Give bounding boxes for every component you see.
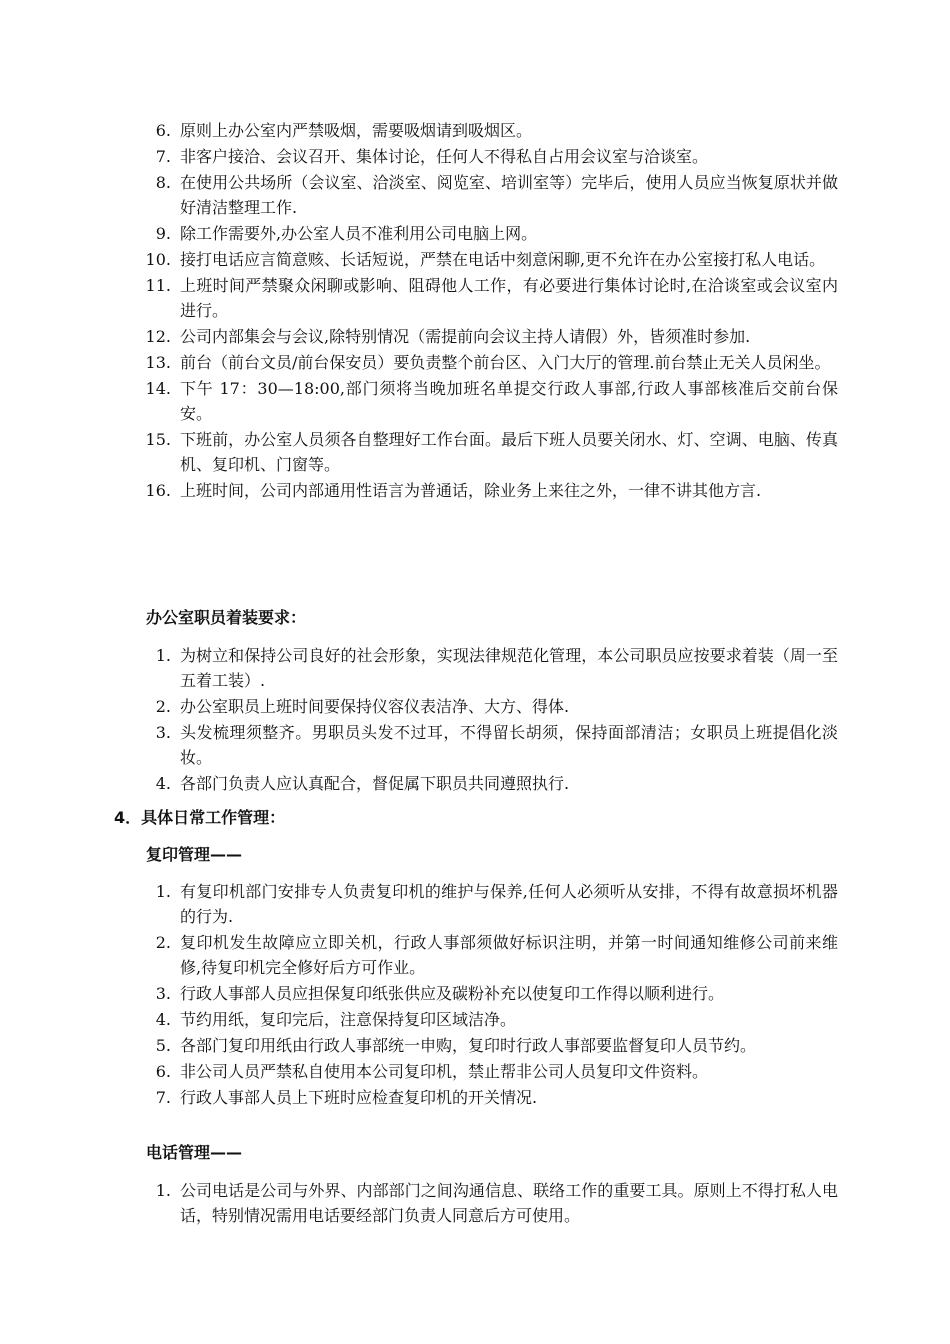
- list-item: [0, 720, 950, 770]
- list-item: [0, 144, 950, 169]
- list-number: 16.: [145, 481, 171, 500]
- list-item: [0, 118, 950, 143]
- list-number: 8.: [155, 173, 171, 192]
- list-number: 2.: [155, 697, 171, 716]
- list-text: 为树立和保持公司良好的社会形象，实现法律规范化管理，本公司职员应按要求着装（周一至五着工装）.: [180, 646, 838, 690]
- list-number: 11.: [145, 276, 171, 295]
- copy-management-heading: 复印管理——: [146, 845, 243, 864]
- dress-code-heading: 办公室职员着装要求：: [146, 608, 307, 627]
- dress-code-list: [0, 643, 950, 797]
- list-text: 上班时间严禁聚众闲聊或影响、阻碍他人工作，有必要进行集体讨论时,在洽谈室或会议室内进行。: [180, 276, 838, 320]
- list-number: 7.: [155, 1088, 171, 1107]
- list-item: [0, 1007, 950, 1032]
- list-text: 行政人事部人员应担保复印纸张供应及碳粉补充以使复印工作得以顺利进行。: [180, 984, 725, 1003]
- list-item: [0, 694, 950, 719]
- list-item: [0, 221, 950, 246]
- list-text: 在使用公共场所（会议室、洽淡室、阅览室、培训室等）完毕后，使用人员应当恢复原状并做好清洁整理工作.: [180, 173, 838, 217]
- list-item: [0, 350, 950, 375]
- list-item: [0, 643, 950, 693]
- list-text: 下班前，办公室人员须各自整理好工作台面。最后下班人员要关闭水、灯、空调、电脑、传真机、复印机、门窗等。: [180, 430, 838, 474]
- list-item: [0, 771, 950, 796]
- list-text: 前台（前台文员/前台保安员）要负责整个前台区、入门大厅的管理.前台禁止无关人员闲坐。: [180, 353, 831, 372]
- list-item: [0, 1085, 950, 1110]
- list-item: [0, 1033, 950, 1058]
- daily-work-heading: 4．具体日常工作管理：: [114, 808, 286, 827]
- list-text: 各部门负责人应认真配合，督促属下职员共同遵照执行.: [180, 774, 570, 793]
- list-number: 6.: [155, 121, 171, 140]
- list-number: 4.: [155, 1010, 171, 1029]
- list-text: 行政人事部人员上下班时应检查复印机的开关情况.: [180, 1088, 538, 1107]
- list-item: [0, 1059, 950, 1084]
- list-number: 1.: [155, 646, 171, 665]
- phone-management-list: [0, 1178, 950, 1229]
- list-item: [0, 170, 950, 220]
- list-number: 10.: [145, 250, 171, 269]
- list-item: [0, 273, 950, 323]
- list-item: [0, 427, 950, 477]
- list-number: 1.: [155, 1181, 171, 1200]
- list-number: 5.: [155, 1036, 171, 1055]
- list-item: [0, 324, 950, 349]
- list-text: 原则上办公室内严禁吸烟，需要吸烟请到吸烟区。: [180, 121, 533, 140]
- list-item: [0, 981, 950, 1006]
- list-number: 14.: [145, 379, 171, 398]
- list-text: 公司电话是公司与外界、内部部门之间沟通信息、联络工作的重要工具。原则上不得打私人电话，特别情况需用电话要经部门负责人同意后方可使用。: [180, 1181, 838, 1225]
- list-number: 13.: [145, 353, 171, 372]
- list-text: 公司内部集会与会议,除特别情况（需提前向会议主持人请假）外，皆须准时参加.: [180, 327, 751, 346]
- list-number: 7.: [155, 147, 171, 166]
- list-text: 非公司人员严禁私自使用本公司复印机，禁止帮非公司人员复印文件资料。: [180, 1062, 709, 1081]
- office-rules-list: [0, 118, 950, 504]
- list-text: 接打电话应言简意赅、长话短说，严禁在电话中刻意闲聊,更不允许在办公室接打私人电话。: [180, 250, 826, 269]
- list-number: 6.: [155, 1062, 171, 1081]
- list-number: 4.: [155, 774, 171, 793]
- list-item: [0, 1178, 950, 1228]
- list-item: [0, 247, 950, 272]
- list-text: 下午 17：30—18:00,部门须将当晚加班名单提交行政人事部,行政人事部核准后交前台保安。: [180, 379, 838, 423]
- list-text: 头发梳理须整齐。男职员头发不过耳，不得留长胡须，保持面部清洁；女职员上班提倡化淡妆。: [180, 723, 838, 767]
- list-text: 节约用纸，复印完后，注意保持复印区域洁净。: [180, 1010, 517, 1029]
- list-number: 9.: [155, 224, 171, 243]
- copy-management-list: [0, 879, 950, 1111]
- list-item: [0, 376, 950, 426]
- list-number: 15.: [145, 430, 171, 449]
- list-text: 办公室职员上班时间要保持仪容仪表洁净、大方、得体.: [180, 697, 570, 716]
- list-text: 除工作需要外,办公室人员不准利用公司电脑上网。: [180, 224, 538, 243]
- list-number: 1.: [155, 882, 171, 901]
- list-number: 3.: [155, 984, 171, 1003]
- list-text: 非客户接洽、会议召开、集体讨论，任何人不得私自占用会议室与洽谈室。: [180, 147, 709, 166]
- list-text: 有复印机部门安排专人负责复印机的维护与保养,任何人必须听从安排，不得有故意损坏机器的行为.: [180, 882, 838, 926]
- list-number: 3.: [155, 723, 171, 742]
- list-text: 上班时间，公司内部通用性语言为普通话，除业务上来往之外，一律不讲其他方言.: [180, 481, 762, 500]
- list-item: [0, 478, 950, 503]
- list-text: 各部门复印用纸由行政人事部统一申购，复印时行政人事部要监督复印人员节约。: [180, 1036, 757, 1055]
- list-text: 复印机发生故障应立即关机，行政人事部须做好标识注明，并第一时间通知维修公司前来维修,待复印机完全修好后方可作业。: [180, 933, 838, 977]
- list-number: 2.: [155, 933, 171, 952]
- list-item: [0, 879, 950, 929]
- list-number: 12.: [145, 327, 171, 346]
- phone-management-heading: 电话管理——: [146, 1143, 243, 1162]
- list-item: [0, 930, 950, 980]
